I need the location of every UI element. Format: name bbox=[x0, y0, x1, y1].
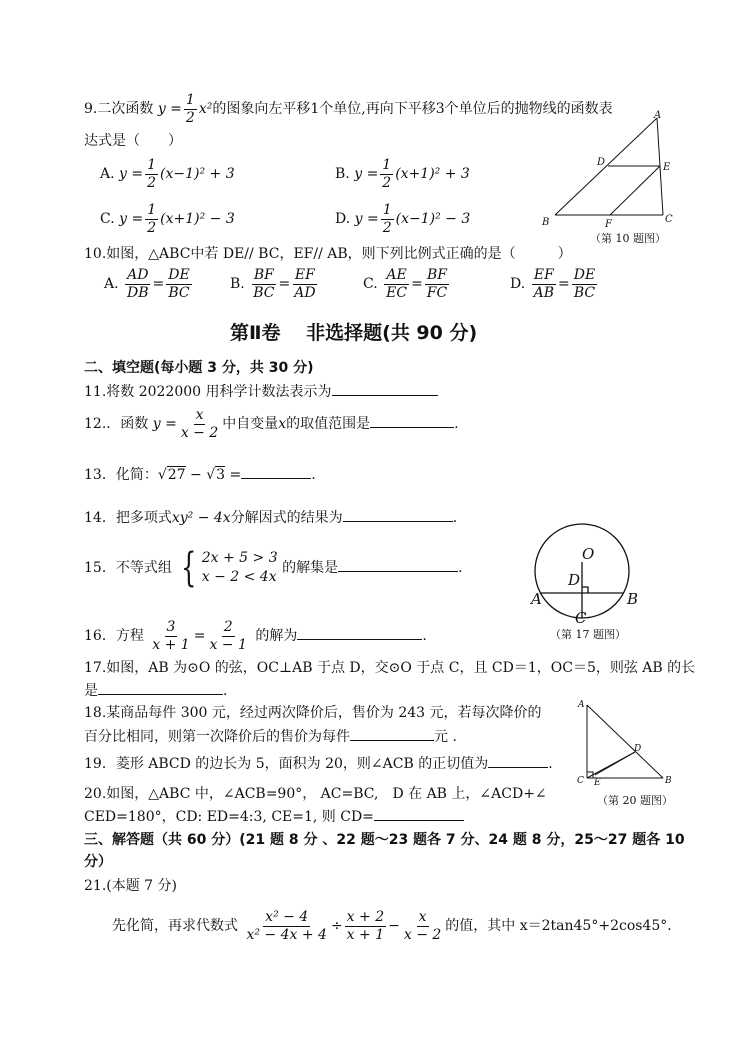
q9-option-d[interactable]: D. y = $\frac{1}{2}$ (x−1)² − 3 bbox=[335, 202, 471, 236]
q18-answer-blank[interactable] bbox=[350, 740, 434, 741]
q15: 15．不等式组 { 2x + 5 > 3 x − 2 < 4x 的解集是 . bbox=[84, 545, 463, 591]
section2-heading: 二、填空题(每小题 3 分，共 30 分) bbox=[84, 360, 314, 376]
figure-20 bbox=[565, 695, 695, 810]
q17-line2: 是 . bbox=[84, 683, 228, 699]
q10-option-b[interactable]: B. $\frac{BF}{BC}$ = $\frac{EF}{AD}$ bbox=[230, 267, 316, 301]
q15-answer-blank[interactable] bbox=[338, 571, 458, 572]
fig20-label-d: D bbox=[634, 744, 642, 754]
fig10-label-e: E bbox=[663, 162, 671, 173]
fig20-label-b: B bbox=[665, 776, 672, 786]
q12: 12.．函数 y = $\frac{x}{x - 2}$ 中自变量x的取值范围是 . bbox=[84, 407, 459, 441]
q9-stem-line2: 达式是（ ） bbox=[84, 133, 182, 149]
fig10-caption: （第 10 题图） bbox=[590, 232, 666, 245]
q9-option-c[interactable]: C. y = $\frac{1}{2}$ (x+1)² − 3 bbox=[100, 202, 235, 236]
q18-line2: 百分比相同，则第一次降价后的售价为每件 元 . bbox=[84, 729, 457, 745]
q9-option-b[interactable]: B. y = $\frac{1}{2}$ (x+1)² + 3 bbox=[335, 157, 470, 191]
q10-option-d[interactable]: D. $\frac{EF}{AB}$ = $\frac{DE}{BC}$ bbox=[510, 267, 596, 301]
q17-answer-blank[interactable] bbox=[98, 694, 223, 695]
figure-10 bbox=[535, 110, 695, 245]
q16-answer-blank[interactable] bbox=[297, 639, 422, 640]
q14-answer-blank[interactable] bbox=[343, 521, 453, 522]
q19: 19．菱形 ABCD 的边长为 5，面积为 20，则∠ACB 的正切值为 . bbox=[84, 756, 553, 772]
q11: 11.将数 2022000 用科学计数法表示为 bbox=[84, 381, 438, 401]
q13: 13．化简：√27 − √3 = . bbox=[84, 467, 316, 483]
q10-option-c[interactable]: C. $\frac{AE}{EC}$ = $\frac{BF}{FC}$ bbox=[363, 267, 448, 301]
fig10-label-b: B bbox=[542, 217, 550, 228]
fig20-label-c: C bbox=[577, 776, 584, 786]
q10-option-a[interactable]: A. $\frac{AD}{DB}$ = $\frac{DE}{BC}$ bbox=[104, 267, 190, 301]
section3-heading-line2: 分） bbox=[84, 854, 112, 870]
q21-title: 21.(本题 7 分) bbox=[84, 878, 177, 894]
q9-stem: 9.二次函数 y = $\frac{1}{2}$ x²的图象向左平移1个单位,再向下平移3个单位后的抛物线的函数表 bbox=[84, 92, 613, 126]
fig17-label-d: D bbox=[568, 571, 581, 589]
fig10-label-a: A bbox=[654, 110, 662, 121]
fig20-label-e: E bbox=[594, 778, 601, 788]
part2-title: 第Ⅱ卷 非选择题(共 90 分) bbox=[230, 322, 478, 344]
fig17-caption: （第 17 题图） bbox=[550, 628, 626, 641]
q16: 16．方程 $\frac{3}{x + 1}$ = $\frac{2}{x - 1}$ 的解为 . bbox=[84, 619, 427, 653]
q18-line1: 18.某商品每件 300 元，经过两次降价后，售价为 243 元，若每次降价的 bbox=[84, 705, 542, 721]
section3-heading-line1: 三、解答题（共 60 分）(21 题 8 分 、22 题～23 题各 7 分、24 题 8 分，25～27 题各 10 bbox=[84, 832, 685, 848]
q11-answer-blank[interactable] bbox=[332, 395, 438, 396]
fig10-label-f: F bbox=[605, 219, 612, 230]
fig10-label-d: D bbox=[597, 157, 606, 168]
figure-17 bbox=[525, 515, 665, 645]
q12-answer-blank[interactable] bbox=[370, 427, 454, 428]
fig20-caption: （第 20 题图） bbox=[597, 794, 673, 807]
fig10-label-c: C bbox=[665, 214, 673, 225]
q19-answer-blank[interactable] bbox=[488, 767, 548, 768]
fig17-label-a: A bbox=[531, 590, 542, 608]
q17-line1: 17.如图，AB 为⊙O 的弦，OC⊥AB 于点 D，交⊙O 于点 C，且 CD＝1，OC＝5，则弦 AB 的长 bbox=[84, 660, 696, 676]
fig17-label-b: B bbox=[627, 590, 639, 608]
q20-answer-blank[interactable] bbox=[374, 820, 464, 821]
q13-answer-blank[interactable] bbox=[241, 478, 311, 479]
q20-line1: 20.如图，△ABC 中，∠ACB=90°， AC=BC, D 在 AB 上，∠ACD+∠ bbox=[84, 786, 547, 802]
fig20-label-a: A bbox=[578, 700, 585, 710]
q20-line2: CED=180°，CD: ED=4:3, CE=1, 则 CD= bbox=[84, 806, 464, 826]
q9-option-a[interactable]: A. y = $\frac{1}{2}$ (x−1)² + 3 bbox=[100, 157, 235, 191]
q21-body: 先化简，再求代数式 $\frac{\text{x² − 4}}{\text{x² − 4x + 4}}$ ÷ $\frac{x + 2}{x + 1}$ − $\frac{x}{x - 2}$ 的值，其中 x＝2tan45°+2cos45°． bbox=[112, 909, 682, 943]
fig17-label-o: O bbox=[582, 545, 595, 563]
fig17-label-c: C bbox=[575, 609, 587, 627]
q14: 14．把多项式xy² − 4x分解因式的结果为 . bbox=[84, 510, 458, 526]
q10-stem: 10.如图，△ABC中若 DE// BC，EF// AB，则下列比例式正确的是（ ） bbox=[84, 246, 572, 262]
